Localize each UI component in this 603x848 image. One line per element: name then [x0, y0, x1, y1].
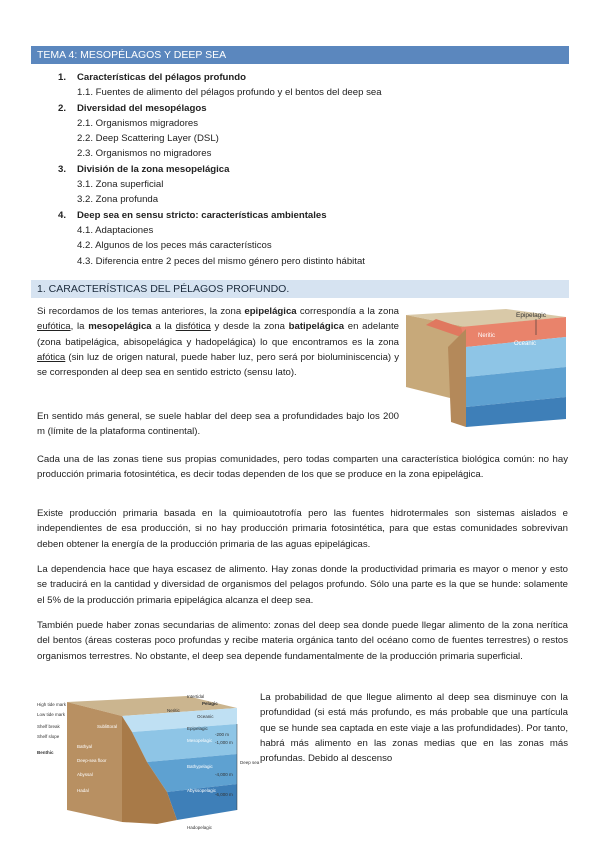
- label-abyssal: Abyssal: [77, 772, 93, 777]
- label-shelf-break: Shelf break: [37, 724, 60, 729]
- label-epipelagic: Epipelagic: [516, 312, 546, 319]
- paragraph-chemoautotrophy: Existe producción primaria basada en la quimioautotrofía pero las fuentes hidrotermales son sistemas aislados e independientes de esa producción, si no hay producción primaria fotosintética, para que estas comunidades sobrevivan deben obtener la energía de la producción primaria de las aguas epipelágicas.: [37, 508, 568, 550]
- label-depth-1000: -1,000 m: [215, 740, 233, 745]
- pelagic-zones-figure: [406, 307, 566, 427]
- toc-item-number: 3.: [58, 163, 67, 175]
- paragraph-secondary-food: También puede haber zonas secundarias de alimento: zonas del deep sea donde puede llegar alimento de la zona nerítica del bentos (áreas costeras poco profundas y recibe materia orgánica tanto del océano como de fuentes terrestres) o restos organismos terrestres. No obstante, el deep sea depende fundamentalmente de la producción primaria superficial.: [37, 620, 568, 662]
- toc-item-number: 1.: [58, 72, 67, 83]
- label-hadal: Hadal: [77, 788, 89, 793]
- toc-subitem: 1.1. Fuentes de alimento del pélagos profundo y el bentos del deep sea: [77, 87, 382, 99]
- label-shelf-slope: Shelf slope: [37, 734, 60, 739]
- toc-item: [58, 208, 382, 223]
- toc-item-number: 2.: [58, 102, 67, 114]
- toc-item-title: Deep sea en sensu stricto: características ambientales: [77, 209, 327, 221]
- toc-subitem: 4.3. Diferencia entre 2 peces del mismo género pero distinto hábitat: [77, 255, 365, 267]
- label-depth-4000: -4,000 m: [215, 772, 233, 777]
- paragraph-food-scarcity: La dependencia hace que haya escasez de alimento. Hay zonas donde la productividad primaria es mayor o menor y esto se traducirá en la cantidad y diversidad de organismos del pelagos profundo. Sólo una parte es la que se hunde: solamente el 5% de la producción primaria epipelágica alcanza el deep sea.: [37, 564, 568, 606]
- label-deep-sea-floor: Deep-sea floor: [77, 758, 107, 763]
- section-heading: 1. CARACTERÍSTICAS DEL PÉLAGOS PROFUNDO.: [31, 280, 569, 298]
- label-bathyal: Bathyal: [77, 744, 93, 749]
- label-neritic-2: Neritic: [167, 708, 180, 713]
- label-mesopelagic: Mesopelagic: [187, 738, 213, 743]
- toc-subitem: 4.1. Adaptaciones: [77, 224, 154, 236]
- ocean-zonation-figure: [37, 692, 260, 832]
- paragraph-deep-sea-definition: En sentido más general, se suele hablar del deep sea a profundidades bajo los 200 m (límite de la plataforma continental).: [37, 411, 399, 438]
- toc-item: [58, 101, 382, 116]
- toc-subitem: 2.3. Organismos no migradores: [77, 148, 212, 160]
- table-of-contents: [58, 70, 382, 269]
- label-depth-6000: -6,000 m: [215, 792, 233, 797]
- label-hadopelagic: Hadopelagic: [187, 825, 213, 830]
- label-oceanic: Oceanic: [514, 341, 537, 347]
- toc-item: [58, 162, 382, 177]
- label-abyssopelagic: Abyssopelagic: [187, 788, 217, 793]
- paragraph-common-trait: Cada una de las zonas tiene sus propias comunidades, pero todas comparten una característica biológica común: no hay producción primaria fotosintética, es decir todas dependen de los que se produce en la zona epipelágica.: [37, 454, 568, 481]
- toc-item-number: 4.: [58, 209, 67, 221]
- label-deep-sea: Deep sea: [240, 760, 260, 765]
- topic-title-banner: TEMA 4: MESOPÉLAGOS Y DEEP SEA: [31, 46, 569, 64]
- label-oceanic-2: Oceanic: [197, 714, 214, 719]
- label-pelagic: Pelagic: [202, 701, 218, 706]
- toc-subitem: 3.1. Zona superficial: [77, 179, 164, 191]
- toc-subitem: 2.2. Deep Scattering Layer (DSL): [77, 133, 219, 145]
- label-epipelagic-2: Epipelagic: [187, 726, 208, 731]
- label-sublittoral: Sublittoral: [97, 724, 118, 729]
- toc-item: [58, 70, 382, 85]
- toc-item-title: División de la zona mesopelágica: [77, 163, 230, 175]
- label-bathypelagic: Bathypelagic: [187, 764, 213, 769]
- toc-item-title: Características del pélagos profundo: [77, 72, 247, 83]
- toc-subitem: 4.2. Algunos de los peces más característicos: [77, 240, 272, 252]
- label-benthic: Benthic: [37, 750, 54, 755]
- label-neritic: Neritic: [478, 333, 496, 339]
- toc-subitem: 3.2. Zona profunda: [77, 194, 159, 206]
- label-intertidal: Intertidal: [187, 694, 205, 699]
- toc-subitem: 2.1. Organismos migradores: [77, 117, 199, 129]
- label-low-tide: Low tide mark: [37, 712, 66, 717]
- toc-item-title: Diversidad del mesopélagos: [77, 102, 207, 114]
- paragraph-food-probability: La probabilidad de que llegue alimento al deep sea disminuye con la profundidad (si está más profundo, es más probable que una partícula que se hunde sea captada en este viaje a las profundidades). Por tanto, habrá más alimento en las zonas medias que en las zonas más profundas. Debido al descenso: [260, 692, 568, 765]
- paragraph-intro: Si recordamos de los temas anteriores, la zona epipelágica correspondía a la zona eufótica, la mesopelágica a la disfótica y desde la zona batipelágica en adelante (zona batipelágica, abisopelágica y hadopelágica) lo que encontramos es la zona afótica (sin luz de origen natural, puede haber luz, pero será por bioluminiscencia) y se corresponden al deep sea en sentido estricto (sensu lato).: [37, 306, 399, 379]
- label-depth-200: -200 m: [215, 732, 230, 737]
- label-high-tide: High tide mark: [37, 702, 67, 707]
